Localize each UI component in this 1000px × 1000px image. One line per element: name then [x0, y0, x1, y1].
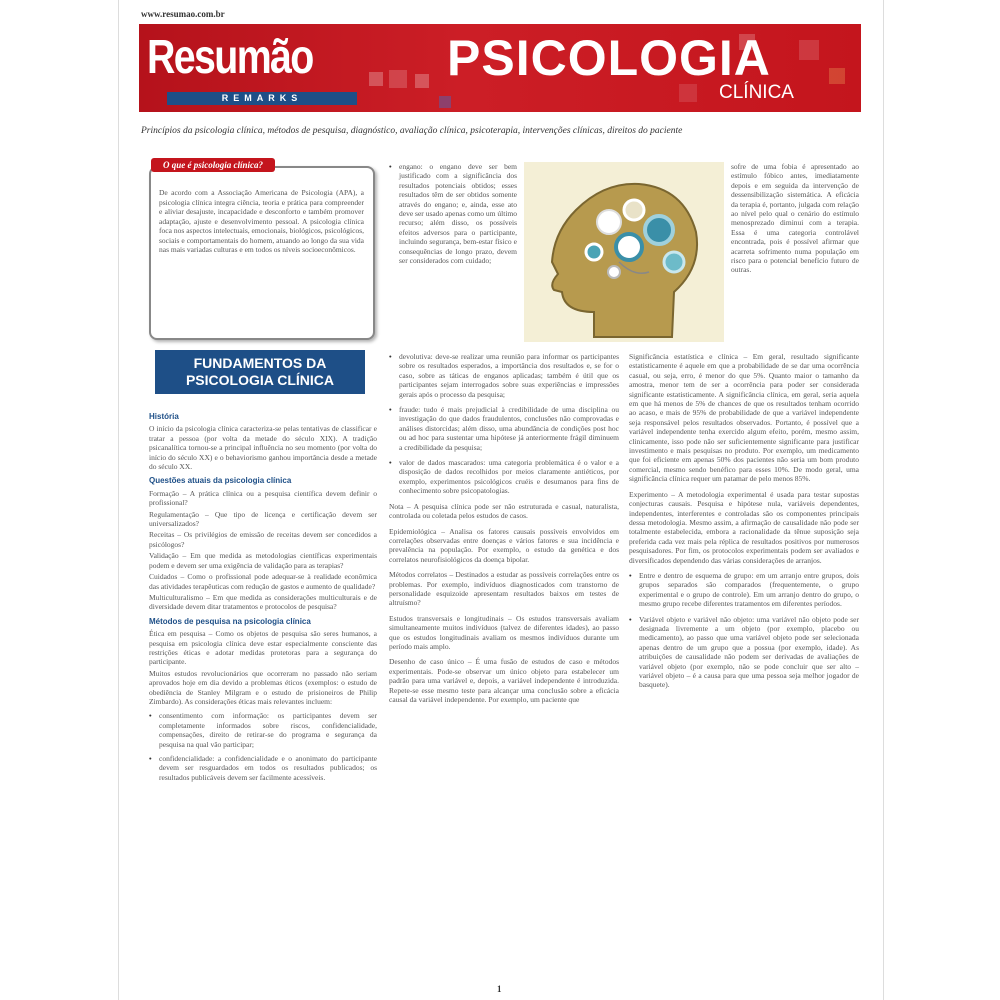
column-1-body	[149, 408, 377, 787]
sheet	[118, 0, 884, 1000]
decor-square	[389, 70, 407, 88]
bullet-item: • confidencialidade: a confidencialidade e o anonimato do participante devem ser resguardados em todos os resultados publicados; os resultados publicáveis devem ser facilmente acessíveis.	[149, 754, 377, 782]
question-item: Regulamentação – Que tipo de licença e certificação devem ser universalizados?	[149, 509, 377, 529]
question-item: Validação – Em que medida as metodologias científicas experimentais podem e devem ser uma exigência de validação para as terapias?	[149, 551, 377, 570]
note-text: Nota – A pesquisa clínica pode ser não estruturada e casual, naturalista, controlada ou coletada pelos estudos de casos.	[389, 501, 619, 521]
head-gears-icon	[524, 162, 724, 342]
question-item: Formação – A prática clínica ou a pesquisa científica devem definir o profissional?	[149, 488, 377, 508]
question-item: Cuidados – Como o profissional pode adequar-se à realidade econômica das atividades terapêuticas com redução de gastos e aumento de qualidade?	[149, 572, 377, 591]
decor-square	[415, 74, 429, 88]
decor-square	[799, 40, 819, 60]
case-continuation: sofre de uma fobia é apresentado ao estímulo fóbico antes, imediatamente depois e em seguida da intervenção de dessensibilização sistemática. A eficácia da terapia é, portanto, julgada com relação ao nível pelo qual o cenário do estímulo menosprezado diminui com a terapia. Essa é uma categoria controlável encontrada, pois é possível afirmar que acarreta sofrimento numa população em risco para o potencial benefício futuro de outras.	[731, 162, 859, 275]
gear-icon	[616, 234, 642, 260]
methods-text-2: Muitos estudos revolucionários que ocorreram no passado não seriam aprovados hoje em dia devido a problemas éticos (exemplos: o estudo de obediência de Stanley Milgram e o estudo de prisioneiros de Philip Zimbardo). As considerações éticas mais relevantes incluem:	[149, 668, 377, 706]
decor-square	[679, 84, 697, 102]
correlational-text: Métodos correlatos – Destinados a estudar as possíveis correlações entre os problemas. Por exemplo, indivíduos diagnosticados com transtorno de personalidade esquizoide apresentam resultados baixos em testes de altruísmo?	[389, 570, 619, 608]
question-item: Multiculturalismo – Em que medida as considerações multiculturais e de diversidade devem ditar tratamentos e protocolos de pesquisa?	[149, 592, 377, 612]
methods-heading: Métodos de pesquisa na psicologia clínica	[149, 616, 311, 626]
bullet-item: • fraude: tudo é mais prejudicial à credibilidade de uma disciplina ou investigação do que dados fraudulentos, conclusões não comprovadas e análises distorcidas; além disso, uma abundância de condições post hoc ou ad hoc para sustentar uma hipótese já anteriormente frágil diminuem a credibilidade da pesquisa;	[389, 405, 619, 452]
significance-text: Significância estatística e clínica – Em geral, resultado significante estatisticamente é aquele em que a probabilidade de se dar uma ocorrência casual, ou seja, erro, é menor do que 5%. Quanto maior o tamanho da amostra, menor tem de ser a ocorrência para poder ser considerada significante estatisticamente. A significância clínica, em geral, seria aquela em que há menos de 5% de chances de que os resultados tenham ocorrido ao acaso, e mais de 95% de probabilidade de que a variável independente seja responsável pelos resultados observados. Portanto, é possível que a variável independente tenha exercido algum efeito, porém, mesmo assim, clinicamente, isso pode não ser suficientemente significante para justificar investimento e mais pesquisas no produto. Por exemplo, um medicamento que foi eficiente em apenas 50% dos pacientes não seria um bom produto comercial, mesmo sendo benéfico para esses 10%. De modo geral, uma significância clínica requer um patamar de pelo menos 85%.	[629, 352, 859, 484]
page-title: PSICOLOGIA	[447, 30, 771, 86]
gear-icon	[664, 252, 684, 272]
page-subtitle: CLÍNICA	[719, 82, 794, 103]
brain-gears-illustration	[524, 162, 724, 342]
section-heading	[155, 350, 365, 394]
brand-logo[interactable]	[147, 30, 357, 106]
questions-heading: Questões atuais da psicologia clínica	[149, 476, 292, 486]
section-heading-line2: PSICOLOGIA CLÍNICA	[185, 372, 335, 388]
column-3-top	[731, 162, 859, 281]
methods-text: Ética em pesquisa – Como os objetos de pesquisa são seres humanos, a pesquisa em psicologia clínica deve estar especialmente consciente das restrições éticas e adotar medidas protetoras para a segurança do participante.	[149, 629, 377, 667]
decor-square	[439, 96, 451, 108]
experimental-text: Experimento – A metodologia experimental é usada para testar supostas conjecturas causais. Pesquisa e hipótese nula, variáveis dependentes, independentes, interferentes e controladas são os componentes principais dessa metodologia. Mesmo assim, a afirmação de causalidade não pode ser totalmente estabelecida, embora a racionalidade da tênue suposição seja preferida cada vez mais pela réplica de resultados positivos por numerosos pesquisadores. Por fim, os protocolos experimentais podem ser avaliados e diversificados dependendo das várias considerações de arranjos.	[629, 489, 859, 565]
section-heading-line1: FUNDAMENTOS DA	[193, 355, 327, 371]
website-url[interactable]: www.resumao.com.br	[141, 9, 225, 19]
bullet-item: • Entre e dentro de esquema de grupo: em um arranjo entre grupos, dois grupos separados são comparados (frequentemente, o grupo experimental e o grupo de controle). Em um arranjo dentro do grupo, o mesmo grupo recebe diferentes tratamentos em diferentes períodos.	[629, 571, 859, 609]
page-number: 1	[497, 984, 502, 994]
decor-square	[369, 72, 383, 86]
gear-icon	[597, 210, 621, 234]
column-2-body	[389, 352, 619, 710]
gear-icon	[645, 216, 673, 244]
single-case-text: Desenho de caso único – É uma fusão de estudos de caso e métodos experimentais. Pode-se observar um único objeto para estabelecer um padrão para uma variável e, depois, a variável independente é introduzida. Repete-se esse mesmo teste para alcançar uma conclusão sobre a eficácia causal da variável independente. Por exemplo, um paciente que	[389, 657, 619, 704]
bullet-item: • Variável objeto e variável não objeto: uma variável não objeto pode ser designada livremente a um objeto (por exemplo, placebo ou medicamento), ao passo que uma variável objeto pode ser selecionada apenas dentro de um grupo que a possua (por exemplo, idade). As atribuições de causalidade não podem ser derivadas de avaliações de variável objeto (por exemplo, não se pode concluir que ser alto – variável objeto – é a causa para que uma pessoa seja melhor jogador de basquete).	[629, 615, 859, 690]
bullet-item: • consentimento com informação: os participantes devem ser completamente informados sobre riscos, confidencialidade, compensações, direito de retirar-se do programa e segurança da pesquisa na qual vão participar;	[149, 711, 377, 749]
intro-box-heading: O que é psicologia clínica?	[151, 158, 275, 172]
column-3-body	[629, 352, 859, 696]
question-item: Receitas – Os privilégios de emissão de receitas devem ser concedidos a psicólogos?	[149, 530, 377, 549]
brand-name: Resumão	[147, 31, 313, 84]
history-text: O início da psicologia clínica caracteriza-se pelas tentativas de classificar e tratar a pessoa (por volta da metade do século XIX). A tradição psicanalítica tornou-se a principal influência no seu momento (por volta do início do século XX) e o behaviorismo ganhou importância desde a metade do século XX.	[149, 424, 377, 472]
gear-icon	[624, 200, 644, 220]
epidemiology-text: Epidemiológica – Analisa os fatores causais possíveis envolvidos em correlações observadas entre doenças e vários fatores e sua incidência e prevalência na população. Por exemplo, o estudo da genética e dos correlatos neurofisiológicos da doença bipolar.	[389, 526, 619, 564]
gear-icon	[586, 244, 602, 260]
topic-description: Princípios da psicologia clínica, métodos de pesquisa, diagnóstico, avaliação clínica, psicoterapia, intervenções clínicas, direitos do paciente	[141, 126, 683, 136]
brand-tagline: REMARKS	[167, 92, 357, 105]
header-banner	[139, 24, 861, 112]
intro-box	[149, 166, 375, 340]
bullet-item: • engano: o engano deve ser bem justificado com a significância dos resultados potenciais obtidos; esses resultados têm de ser obtidos somente através do engano; e, ainda, esse ato deve ser usado apenas como um último recurso; além disso, os possíveis efeitos adversos para o participante, incluindo segurança, bem-estar físico e consequências de longo prazo, devem ser considerados com cuidado;	[389, 162, 517, 265]
intro-box-text: De acordo com a Associação Americana de Psicologia (APA), a psicologia clínica integra ciência, teoria e prática para compreender e aliviar desajuste, incapacidade e desconforto e também promover adaptação, ajuste e desenvolvimento pessoal. A psicologia clínica foca nos aspectos intelectuais, emocionais, biológicos, psicológicos, sociais e comportamentais do homem, atuando ao longo da sua vida nas mais variadas culturas e em todos os níveis socioeconômicos.	[159, 188, 364, 254]
transversal-text: Estudos transversais e longitudinais – Os estudos transversais avaliam simultaneamente muitos indivíduos (talvez de diferentes idades), ao passo que os estudos longitudinais avaliam os mesmos indivíduos durante um período mais amplo.	[389, 613, 619, 651]
history-heading: História	[149, 412, 179, 421]
column-2-top	[389, 162, 517, 271]
bullet-item: • valor de dados mascarados: uma categoria problemática é o valor e a disposição de dados recolhidos por meios claramente antiéticos, por exemplo, experimentos psicológicos cruéis e desumanos para fins de conhecimento sobre psicopatologias.	[389, 458, 619, 496]
bullet-item: • devolutiva: deve-se realizar uma reunião para informar os participantes sobre os resultados esperados, a importância dos resultados e, se for o caso, sobre as táticas de enganos aplicadas; também é útil que os participantes sejam interrogados sobre suas experiências e impressões gerais após o processo da pesquisa;	[389, 352, 619, 399]
gear-icon	[608, 266, 620, 278]
decor-square	[829, 68, 845, 84]
